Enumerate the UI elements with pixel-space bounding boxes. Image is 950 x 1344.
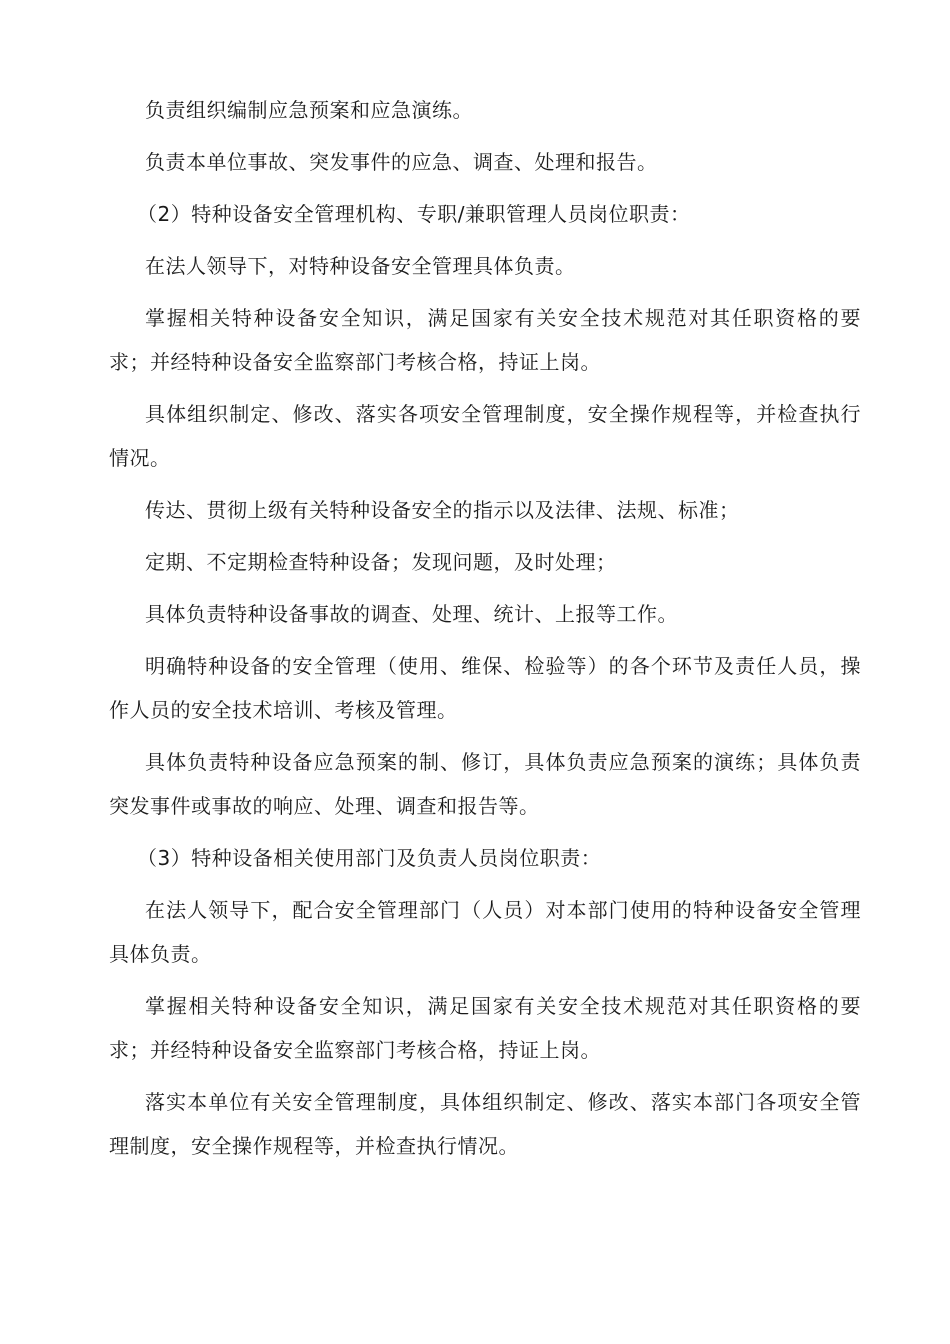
paragraph: 具体负责特种设备事故的调查、处理、统计、上报等工作。 xyxy=(145,602,678,626)
section-heading: （2）特种设备安全管理机构、专职/兼职管理人员岗位职责： xyxy=(137,202,691,226)
paragraph: 具体负责特种设备应急预案的制、修订，具体负责应急预案的演练；具体负责突发事件或事故的响应、处理、调查和报告等。 xyxy=(109,750,861,818)
paragraph: 负责本单位事故、突发事件的应急、调查、处理和报告。 xyxy=(145,150,658,174)
paragraph: 传达、贯彻上级有关特种设备安全的指示以及法律、法规、标准； xyxy=(145,498,740,522)
section-heading: （3）特种设备相关使用部门及负责人员岗位职责： xyxy=(137,846,602,870)
document-body xyxy=(109,88,861,1176)
paragraph: 掌握相关特种设备安全知识，满足国家有关安全技术规范对其任职资格的要求；并经特种设备安全监察部门考核合格，持证上岗。 xyxy=(109,994,861,1062)
paragraph: 定期、不定期检查特种设备；发现问题，及时处理； xyxy=(145,550,617,574)
paragraph: 在法人领导下，对特种设备安全管理具体负责。 xyxy=(145,254,576,278)
paragraph: 落实本单位有关安全管理制度，具体组织制定、修改、落实本部门各项安全管理制度，安全操作规程等，并检查执行情况。 xyxy=(109,1090,861,1158)
paragraph: 掌握相关特种设备安全知识，满足国家有关安全技术规范对其任职资格的要求；并经特种设备安全监察部门考核合格，持证上岗。 xyxy=(109,306,861,374)
paragraph: 明确特种设备的安全管理（使用、维保、检验等）的各个环节及责任人员，操作人员的安全技术培训、考核及管理。 xyxy=(109,654,861,722)
paragraph: 负责组织编制应急预案和应急演练。 xyxy=(145,98,473,122)
paragraph: 在法人领导下，配合安全管理部门（人员）对本部门使用的特种设备安全管理具体负责。 xyxy=(109,898,861,966)
paragraph: 具体组织制定、修改、落实各项安全管理制度，安全操作规程等，并检查执行情况。 xyxy=(109,402,861,470)
